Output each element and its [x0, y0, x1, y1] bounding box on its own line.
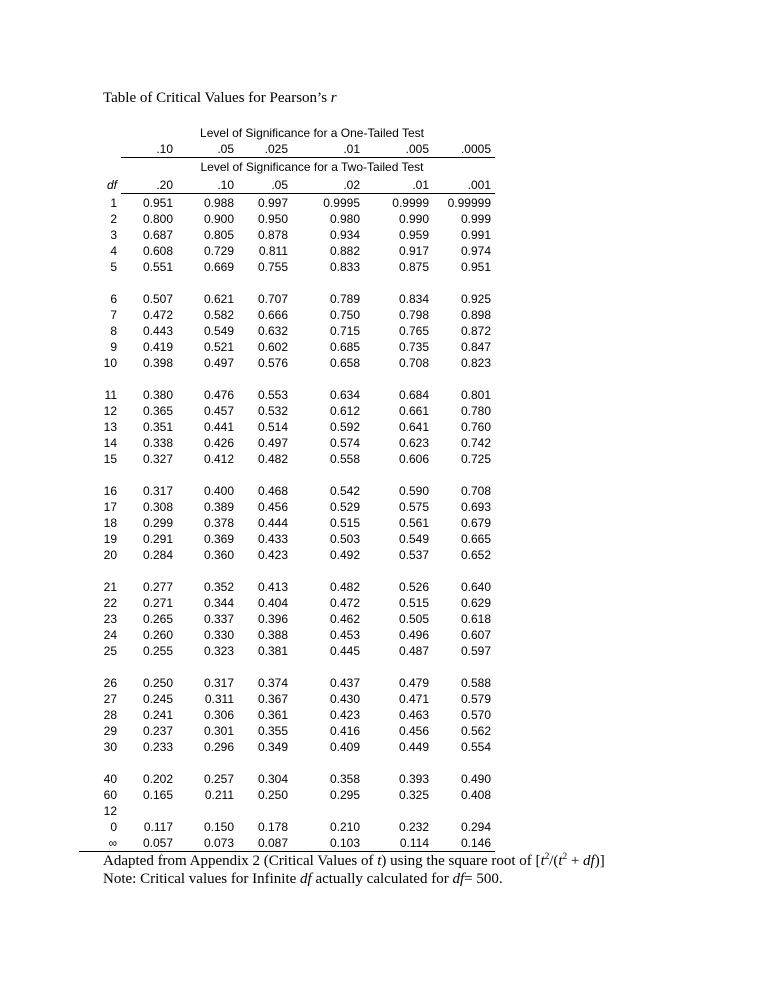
df-cell: 26 [103, 676, 117, 690]
value-cell: 0.308 [142, 500, 173, 514]
value-cell: 0.951 [142, 196, 173, 210]
df-cell: 4 [110, 244, 117, 258]
value-cell: 0.684 [398, 388, 429, 402]
df-cell: 10 [103, 356, 117, 370]
value-cell: 0.608 [142, 244, 173, 258]
footnote-source: Adapted from Appendix 2 (Critical Values of t) using the square root of $[t^2/(t^2 + df)]$ [103, 851, 605, 869]
df-cell: 24 [103, 628, 117, 642]
value-cell: 0.365 [142, 404, 173, 418]
value-cell: 0.057 [142, 836, 173, 850]
value-cell: 0.514 [257, 420, 288, 434]
two-tailed-level: .02 [343, 178, 360, 192]
df-cell: 11 [104, 388, 117, 402]
value-cell: 0.590 [398, 484, 429, 498]
value-cell: 0.735 [398, 340, 429, 354]
value-cell: 0.570 [460, 708, 491, 722]
value-cell: 0.409 [329, 740, 360, 754]
value-cell: 0.951 [460, 260, 491, 274]
df-cell: 15 [103, 452, 117, 466]
value-cell: 0.419 [142, 340, 173, 354]
value-cell: 0.311 [204, 692, 234, 706]
table-footnote [103, 852, 763, 888]
one-tailed-level: .005 [405, 142, 429, 156]
value-cell: 0.165 [142, 788, 173, 802]
value-cell: 0.423 [329, 708, 360, 722]
value-cell: 0.344 [203, 596, 234, 610]
value-cell: 0.708 [460, 484, 491, 498]
value-cell: 0.490 [460, 772, 491, 786]
value-cell: 0.652 [460, 548, 491, 562]
value-cell: 0.549 [398, 532, 429, 546]
value-cell: 0.574 [329, 436, 360, 450]
value-cell: 0.202 [142, 772, 173, 786]
page-title [103, 90, 337, 107]
value-cell: 0.576 [257, 356, 288, 370]
value-cell: 0.811 [258, 244, 288, 258]
value-cell: 0.487 [398, 644, 429, 658]
two-tailed-level: .05 [271, 178, 288, 192]
value-cell: 0.277 [142, 580, 173, 594]
value-cell: 0.398 [142, 356, 173, 370]
two-tailed-level: .001 [467, 178, 491, 192]
value-cell: 0.295 [329, 788, 360, 802]
value-cell: 0.412 [203, 452, 234, 466]
value-cell: 0.317 [142, 484, 173, 498]
value-cell: 0.237 [142, 724, 173, 738]
value-cell: 0.898 [460, 308, 491, 322]
value-cell: 0.437 [329, 676, 360, 690]
value-cell: 0.306 [203, 708, 234, 722]
value-cell: 0.579 [460, 692, 491, 706]
value-cell: 0.301 [203, 724, 234, 738]
value-cell: 0.471 [398, 692, 429, 706]
value-cell: 0.549 [203, 324, 234, 338]
value-cell: 0.374 [257, 676, 288, 690]
header-rule-bottom [121, 193, 495, 194]
value-cell: 0.361 [257, 708, 288, 722]
value-cell: 0.349 [257, 740, 288, 754]
value-cell: 0.468 [257, 484, 288, 498]
value-cell: 0.462 [329, 612, 360, 626]
df-cell: 60 [103, 788, 117, 802]
one-tailed-level: .05 [217, 142, 234, 156]
value-cell: 0.665 [460, 532, 491, 546]
value-cell: 0.265 [142, 612, 173, 626]
value-cell: 0.479 [398, 676, 429, 690]
value-cell: 0.9999 [392, 196, 429, 210]
df-cell: 19 [103, 532, 117, 546]
value-cell: 0.789 [329, 292, 360, 306]
value-cell: 0.542 [329, 484, 360, 498]
value-cell: 0.178 [257, 820, 288, 834]
df-cell: 22 [103, 596, 117, 610]
df-cell: 13 [103, 420, 117, 434]
one-tailed-header: Level of Significance for a One-Tailed Test [200, 126, 424, 140]
value-cell: 0.325 [398, 788, 429, 802]
df-cell: 16 [103, 484, 117, 498]
value-cell: 0.472 [329, 596, 360, 610]
value-cell: 0.632 [257, 324, 288, 338]
value-cell: 0.750 [329, 308, 360, 322]
value-cell: 0.612 [329, 404, 360, 418]
value-cell: 0.925 [460, 292, 491, 306]
value-cell: 0.9995 [323, 196, 360, 210]
value-cell: 0.755 [257, 260, 288, 274]
value-cell: 0.999 [460, 212, 491, 226]
df-cell: 30 [103, 740, 117, 754]
value-cell: 0.834 [398, 292, 429, 306]
value-cell: 0.330 [203, 628, 234, 642]
value-cell: 0.497 [257, 436, 288, 450]
value-cell: 0.146 [460, 836, 491, 850]
one-tailed-level: .10 [156, 142, 173, 156]
value-cell: 0.562 [460, 724, 491, 738]
value-cell: 0.875 [398, 260, 429, 274]
value-cell: 0.114 [399, 836, 429, 850]
value-cell: 0.521 [203, 340, 234, 354]
value-cell: 0.551 [142, 260, 173, 274]
value-cell: 0.073 [203, 836, 234, 850]
value-cell: 0.847 [460, 340, 491, 354]
value-cell: 0.337 [203, 612, 234, 626]
df-cell: 25 [103, 644, 117, 658]
value-cell: 0.496 [398, 628, 429, 642]
value-cell: 0.426 [203, 436, 234, 450]
value-cell: 0.453 [329, 628, 360, 642]
value-cell: 0.780 [460, 404, 491, 418]
df-cell: 28 [103, 708, 117, 722]
value-cell: 0.245 [142, 692, 173, 706]
value-cell: 0.476 [203, 388, 234, 402]
value-cell: 0.515 [329, 516, 360, 530]
value-cell: 0.360 [203, 548, 234, 562]
value-cell: 0.878 [257, 228, 288, 242]
value-cell: 0.441 [203, 420, 234, 434]
value-cell: 0.934 [329, 228, 360, 242]
value-cell: 0.629 [460, 596, 491, 610]
value-cell: 0.317 [203, 676, 234, 690]
one-tailed-level: .0005 [460, 142, 491, 156]
value-cell: 0.457 [203, 404, 234, 418]
df-cell: 6 [110, 292, 117, 306]
value-cell: 0.413 [257, 580, 288, 594]
value-cell: 0.241 [142, 708, 173, 722]
value-cell: 0.959 [398, 228, 429, 242]
value-cell: 0.117 [143, 820, 173, 834]
value-cell: 0.529 [329, 500, 360, 514]
value-cell: 0.250 [142, 676, 173, 690]
value-cell: 0.707 [257, 292, 288, 306]
value-cell: 0.351 [142, 420, 173, 434]
value-cell: 0.666 [257, 308, 288, 322]
value-cell: 0.445 [329, 644, 360, 658]
value-cell: 0.634 [329, 388, 360, 402]
value-cell: 0.232 [398, 820, 429, 834]
value-cell: 0.553 [257, 388, 288, 402]
value-cell: 0.582 [203, 308, 234, 322]
value-cell: 0.823 [460, 356, 491, 370]
value-cell: 0.798 [398, 308, 429, 322]
value-cell: 0.389 [203, 500, 234, 514]
df-cell: 18 [103, 516, 117, 530]
value-cell: 0.233 [142, 740, 173, 754]
value-cell: 0.729 [203, 244, 234, 258]
value-cell: 0.381 [257, 644, 288, 658]
value-cell: 0.872 [460, 324, 491, 338]
df-cell: 2 [110, 212, 117, 226]
footnote-note: Note: Critical values for Infinite df actually calculated for df= 500. [103, 871, 503, 887]
value-cell: 0.725 [460, 452, 491, 466]
value-cell: 0.393 [398, 772, 429, 786]
value-cell: 0.515 [398, 596, 429, 610]
value-cell: 0.304 [257, 772, 288, 786]
df-cell: 23 [103, 612, 117, 626]
value-cell: 0.463 [398, 708, 429, 722]
value-cell: 0.396 [257, 612, 288, 626]
value-cell: 0.575 [398, 500, 429, 514]
value-cell: 0.641 [398, 420, 429, 434]
value-cell: 0.408 [460, 788, 491, 802]
value-cell: 0.988 [203, 196, 234, 210]
value-cell: 0.352 [203, 580, 234, 594]
value-cell: 0.99999 [447, 196, 491, 210]
value-cell: 0.917 [398, 244, 429, 258]
df-cell: 29 [103, 724, 117, 738]
value-cell: 0.693 [460, 500, 491, 514]
df-cell: 5 [110, 260, 117, 274]
value-cell: 0.602 [257, 340, 288, 354]
value-cell: 0.558 [329, 452, 360, 466]
value-cell: 0.150 [203, 820, 234, 834]
value-cell: 0.669 [203, 260, 234, 274]
df-cell: 12 [103, 804, 117, 818]
df-cell: 1 [110, 196, 117, 210]
value-cell: 0.260 [142, 628, 173, 642]
header-rule-top [121, 157, 495, 158]
value-cell: 0.537 [398, 548, 429, 562]
value-cell: 0.974 [460, 244, 491, 258]
value-cell: 0.380 [142, 388, 173, 402]
value-cell: 0.404 [257, 596, 288, 610]
value-cell: 0.526 [398, 580, 429, 594]
value-cell: 0.449 [398, 740, 429, 754]
value-cell: 0.592 [329, 420, 360, 434]
value-cell: 0.621 [203, 292, 234, 306]
df-cell: 8 [110, 324, 117, 338]
value-cell: 0.294 [460, 820, 491, 834]
value-cell: 0.338 [142, 436, 173, 450]
value-cell: 0.623 [398, 436, 429, 450]
value-cell: 0.296 [203, 740, 234, 754]
value-cell: 0.497 [203, 356, 234, 370]
value-cell: 0.618 [460, 612, 491, 626]
value-cell: 0.554 [460, 740, 491, 754]
value-cell: 0.800 [142, 212, 173, 226]
value-cell: 0.255 [142, 644, 173, 658]
value-cell: 0.210 [329, 820, 360, 834]
value-cell: 0.400 [203, 484, 234, 498]
value-cell: 0.561 [398, 516, 429, 530]
value-cell: 0.327 [142, 452, 173, 466]
df-cell: 3 [110, 228, 117, 242]
value-cell: 0.607 [460, 628, 491, 642]
two-tailed-header: Level of Significance for a Two-Tailed Test [200, 160, 424, 174]
value-cell: 0.492 [329, 548, 360, 562]
value-cell: 0.482 [329, 580, 360, 594]
value-cell: 0.358 [329, 772, 360, 786]
one-tailed-level: .025 [264, 142, 288, 156]
two-tailed-level: .10 [217, 178, 234, 192]
df-header: df [106, 178, 117, 192]
value-cell: 0.284 [142, 548, 173, 562]
value-cell: 0.443 [142, 324, 173, 338]
value-cell: 0.444 [257, 516, 288, 530]
value-cell: 0.367 [257, 692, 288, 706]
value-cell: 0.211 [204, 788, 234, 802]
value-cell: 0.505 [398, 612, 429, 626]
value-cell: 0.597 [460, 644, 491, 658]
value-cell: 0.760 [460, 420, 491, 434]
df-cell: 7 [110, 308, 117, 322]
df-cell: 14 [103, 436, 117, 450]
value-cell: 0.369 [203, 532, 234, 546]
value-cell: 0.687 [142, 228, 173, 242]
value-cell: 0.503 [329, 532, 360, 546]
value-cell: 0.507 [142, 292, 173, 306]
value-cell: 0.423 [257, 548, 288, 562]
value-cell: 0.990 [398, 212, 429, 226]
df-cell: 27 [103, 692, 117, 706]
df-cell: 20 [103, 548, 117, 562]
value-cell: 0.950 [257, 212, 288, 226]
value-cell: 0.323 [203, 644, 234, 658]
two-tailed-level: .20 [156, 178, 173, 192]
value-cell: 0.456 [398, 724, 429, 738]
value-cell: 0.765 [398, 324, 429, 338]
value-cell: 0.606 [398, 452, 429, 466]
value-cell: 0.355 [257, 724, 288, 738]
df-cell: 17 [103, 500, 117, 514]
value-cell: 0.882 [329, 244, 360, 258]
df-cell: 21 [103, 580, 117, 594]
title-text: Table of Critical Values for Pearson’s [103, 90, 331, 106]
value-cell: 0.640 [460, 580, 491, 594]
title-variable: r [330, 90, 337, 106]
df-cell: 0 [110, 820, 117, 834]
one-tailed-level: .01 [343, 142, 360, 156]
df-cell: 12 [103, 404, 117, 418]
value-cell: 0.388 [257, 628, 288, 642]
value-cell: 0.991 [460, 228, 491, 242]
value-cell: 0.997 [257, 196, 288, 210]
value-cell: 0.805 [203, 228, 234, 242]
df-cell: 40 [103, 772, 117, 786]
value-cell: 0.257 [203, 772, 234, 786]
two-tailed-level: .01 [412, 178, 429, 192]
value-cell: 0.456 [257, 500, 288, 514]
value-cell: 0.801 [460, 388, 491, 402]
df-cell: ∞ [108, 836, 117, 850]
value-cell: 0.482 [257, 452, 288, 466]
value-cell: 0.472 [142, 308, 173, 322]
value-cell: 0.715 [329, 324, 360, 338]
value-cell: 0.742 [460, 436, 491, 450]
value-cell: 0.433 [257, 532, 288, 546]
value-cell: 0.708 [398, 356, 429, 370]
value-cell: 0.416 [329, 724, 360, 738]
value-cell: 0.087 [257, 836, 288, 850]
value-cell: 0.103 [329, 836, 360, 850]
value-cell: 0.532 [257, 404, 288, 418]
value-cell: 0.658 [329, 356, 360, 370]
value-cell: 0.378 [203, 516, 234, 530]
value-cell: 0.685 [329, 340, 360, 354]
value-cell: 0.980 [329, 212, 360, 226]
value-cell: 0.250 [257, 788, 288, 802]
value-cell: 0.430 [329, 692, 360, 706]
df-cell: 9 [110, 340, 117, 354]
value-cell: 0.299 [142, 516, 173, 530]
value-cell: 0.900 [203, 212, 234, 226]
value-cell: 0.291 [142, 532, 173, 546]
value-cell: 0.271 [142, 596, 173, 610]
value-cell: 0.833 [329, 260, 360, 274]
value-cell: 0.679 [460, 516, 491, 530]
value-cell: 0.661 [398, 404, 429, 418]
value-cell: 0.588 [460, 676, 491, 690]
